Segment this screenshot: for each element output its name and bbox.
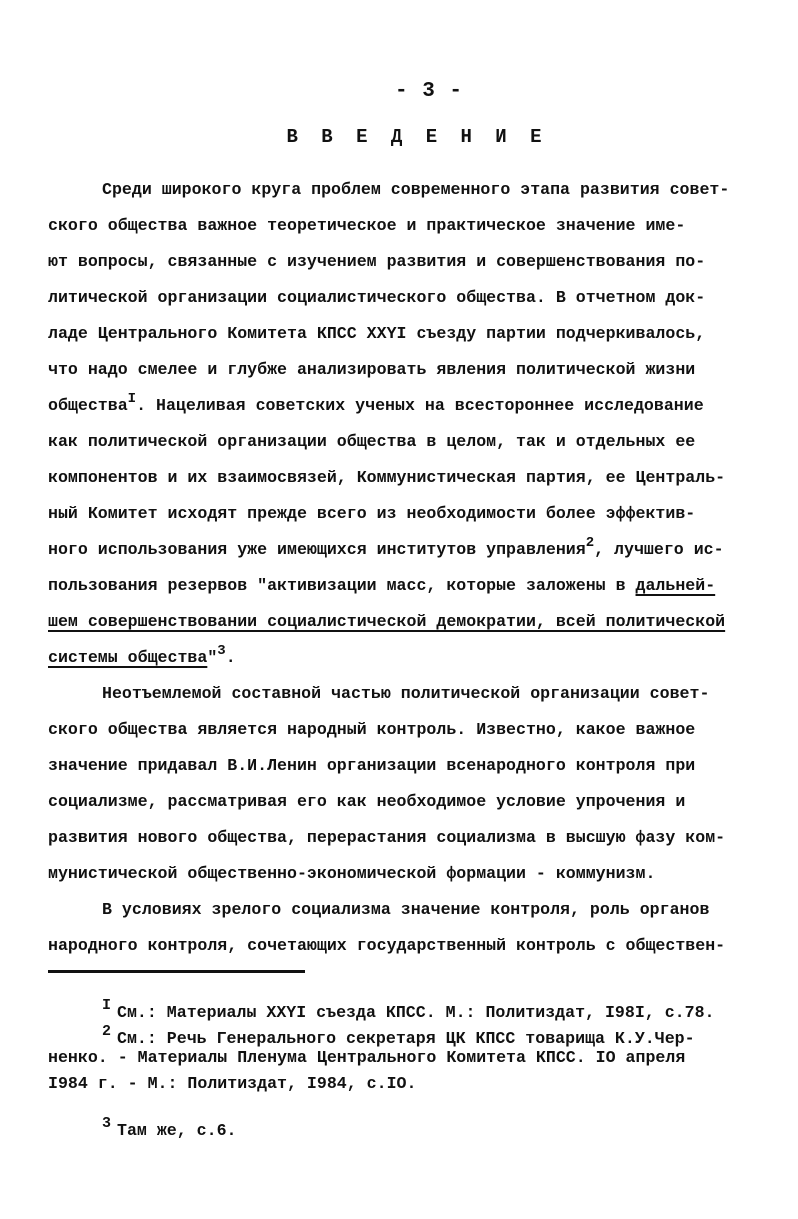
body-line: значение придавал В.И.Ленин организации всенародного контроля при	[48, 756, 696, 775]
body-line: ского общества важное теоретическое и практическое значение име-	[48, 216, 686, 235]
footnote-divider	[48, 970, 305, 973]
body-text: ного использования уже имеющихся институтов управления	[48, 540, 586, 559]
footnote-1	[102, 996, 715, 1023]
body-text: , лучшего ис-	[594, 540, 724, 559]
body-line: ют вопросы, связанные с изучением развития и совершенствования по-	[48, 252, 706, 271]
body-line: ладе Центрального Комитета КПСС XXYI съезду партии подчеркивалось,	[48, 324, 706, 343]
body-line: компонентов и их взаимосвязей, Коммунистическая партия, ее Централь-	[48, 468, 726, 487]
body-line: что надо смелее и глубже анализировать явления политической жизни	[48, 360, 696, 379]
section-heading	[0, 126, 798, 148]
body-line: ского общества является народный контроль. Известно, какое важное	[48, 720, 696, 739]
footnote-3	[102, 1114, 237, 1141]
underlined-quote: системы общества	[48, 648, 208, 667]
body-line: Неотъемлемой составной частью политической организации совет-	[102, 684, 710, 703]
footnote-mark: I	[102, 997, 112, 1014]
body-line	[48, 576, 715, 596]
page-number	[0, 80, 798, 103]
footnote-2-line-3: I984 г. - М.: Политиздат, I984, с.IO.	[48, 1074, 417, 1093]
footnote-mark: 3	[102, 1115, 112, 1132]
body-text: . Нацеливая советских ученых на всестороннее исследование	[136, 396, 704, 415]
body-text: .	[225, 648, 236, 667]
body-line	[48, 535, 724, 560]
body-line	[48, 391, 704, 416]
footnote-text: Там же, с.6.	[117, 1121, 237, 1140]
underlined-quote: дальней-	[635, 576, 716, 595]
body-line: мунистической общественно-экономической формации - коммунизм.	[48, 864, 656, 883]
body-line: народного контроля, сочетающих государственный контроль с обществен-	[48, 936, 726, 955]
page-number-text: - 3 -	[394, 80, 463, 103]
body-line: Среди широкого круга проблем современного этапа развития совет-	[102, 180, 730, 199]
body-line	[48, 643, 236, 668]
footnote-ref-2: 2	[585, 535, 595, 551]
footnote-ref-3: 3	[217, 643, 226, 659]
footnote-2-line-2: ненко. - Материалы Пленума Центрального Комитета КПСС. IO апреля	[48, 1048, 686, 1067]
quote-mark: "	[207, 648, 218, 667]
body-line: ный Комитет исходят прежде всего из необходимости более эффектив-	[48, 504, 696, 523]
body-line: развития нового общества, перерастания социализма в высшую фазу ком-	[48, 828, 726, 847]
footnote-mark: 2	[102, 1023, 112, 1040]
body-text: пользования резервов "активизации масс, которые заложены в	[48, 576, 636, 595]
body-line: социализме, рассматривая его как необходимое условие упрочения и	[48, 792, 686, 811]
underlined-quote: шем совершенствовании социалистической демократии, всей политической	[48, 612, 726, 631]
footnote-2	[102, 1022, 695, 1049]
body-line: как политической организации общества в целом, так и отдельных ее	[48, 432, 696, 451]
body-line: литической организации социалистического общества. В отчетном док-	[48, 288, 706, 307]
footnote-text: См.: Речь Генерального секретаря ЦК КПСС товарища К.У.Чер-	[117, 1029, 695, 1048]
heading-text: В В Е Д Е Н И Е	[286, 126, 548, 148]
footnote-ref-1: I	[127, 391, 137, 407]
body-line: В условиях зрелого социализма значение контроля, роль органов	[102, 900, 710, 919]
body-line	[48, 612, 725, 632]
footnote-text: См.: Материалы XXYI съезда КПСС. М.: Политиздат, I98I, с.78.	[117, 1003, 715, 1022]
body-text: общества	[48, 396, 128, 415]
